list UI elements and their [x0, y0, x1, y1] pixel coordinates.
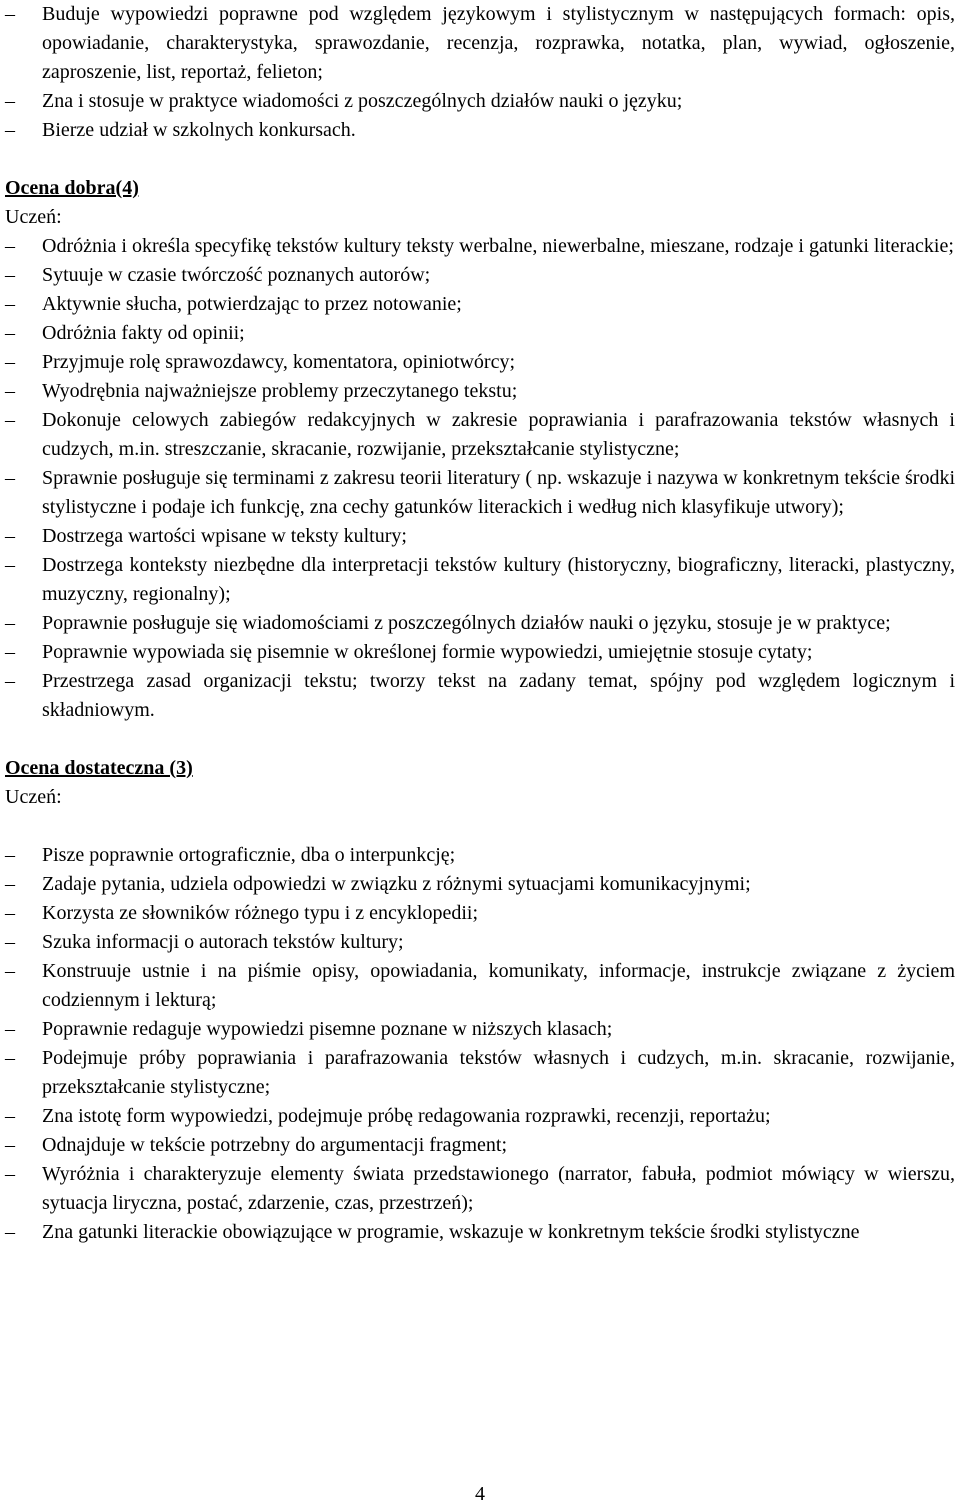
list-item	[5, 290, 955, 319]
list-item	[5, 1102, 955, 1131]
list-dash: –	[5, 322, 15, 344]
list-item-text: Zna i stosuje w praktyce wiadomości z poszczególnych działów nauki o języku;	[42, 90, 683, 112]
spacer	[5, 812, 955, 841]
list-item-text: Zadaje pytania, udziela odpowiedzi w związku z różnymi sytuacjami komunikacyjnymi;	[42, 873, 751, 895]
section-subject: Uczeń:	[5, 206, 62, 228]
list-item	[5, 899, 955, 928]
section-subject: Uczeń:	[5, 786, 62, 808]
list-item	[5, 116, 955, 145]
list-item-text: Bierze udział w szkolnych konkursach.	[42, 119, 356, 141]
list-item	[5, 261, 955, 290]
list-item-text: Poprawnie redaguje wypowiedzi pisemne poznane w niższych klasach;	[42, 1018, 613, 1040]
list-item	[5, 551, 955, 609]
list-dash: –	[5, 264, 15, 286]
list-dash: –	[5, 844, 15, 866]
list-dash: –	[5, 1134, 15, 1156]
list-item-text: Poprawnie wypowiada się pisemnie w określonej formie wypowiedzi, umiejętnie stosuje cytaty;	[42, 641, 813, 663]
list-item	[5, 928, 955, 957]
list-item-text: Buduje wypowiedzi poprawne pod względem językowym i stylistycznym w następujących formach: opis, opowiadanie, charakterystyka, sprawozdanie, recenzja, rozprawka, notatka, plan, wywiad, ogłoszenie, zaproszenie, list, reportaż, felieton;	[42, 3, 955, 83]
list-dash: –	[5, 873, 15, 895]
list-item-text: Wyodrębnia najważniejsze problemy przeczytanego tekstu;	[42, 380, 518, 402]
list-item-text: Pisze poprawnie ortograficznie, dba o interpunkcję;	[42, 844, 456, 866]
section-sufficient	[5, 754, 955, 1247]
list-item	[5, 406, 955, 464]
list-item-text: Podejmuje próby poprawiania i parafrazowania tekstów własnych i cudzych, m.in. skracanie, rozwijanie, przekształcanie stylistyczne;	[42, 1047, 955, 1098]
list-item	[5, 522, 955, 551]
list-dash: –	[5, 351, 15, 373]
page-number: 4	[475, 1483, 485, 1505]
list-item-text: Aktywnie słucha, potwierdzając to przez notowanie;	[42, 293, 462, 315]
list-item-text: Odróżnia fakty od opinii;	[42, 322, 245, 344]
list-dash: –	[5, 293, 15, 315]
document-page	[5, 0, 955, 1247]
list-dash: –	[5, 1221, 15, 1243]
section-list	[5, 841, 955, 1247]
list-item	[5, 464, 955, 522]
list-item-text: Konstruuje ustnie i na piśmie opisy, opowiadania, komunikaty, informacje, instrukcje związane z życiem codziennym i lekturą;	[42, 960, 955, 1011]
list-item-text: Sytuuje w czasie twórczość poznanych autorów;	[42, 264, 431, 286]
list-item	[5, 1160, 955, 1218]
list-dash: –	[5, 1047, 15, 1069]
spacer	[5, 725, 955, 754]
list-dash: –	[5, 467, 15, 489]
list-dash: –	[5, 380, 15, 402]
list-dash: –	[5, 641, 15, 663]
list-dash: –	[5, 409, 15, 431]
list-item	[5, 609, 955, 638]
list-item-text: Zna gatunki literackie obowiązujące w programie, wskazuje w konkretnym tekście środki stylistyczne	[42, 1221, 860, 1243]
list-dash: –	[5, 554, 15, 576]
list-item	[5, 1218, 955, 1247]
list-item-text: Poprawnie posługuje się wiadomościami z poszczególnych działów nauki o języku, stosuje je w praktyce;	[42, 612, 891, 634]
list-item-text: Zna istotę form wypowiedzi, podejmuje próbę redagowania rozprawki, recenzji, reportażu;	[42, 1105, 771, 1127]
section-heading: Ocena dostateczna (3)	[5, 757, 193, 779]
list-item-text: Odnajduje w tekście potrzebny do argumentacji fragment;	[42, 1134, 508, 1156]
list-dash: –	[5, 931, 15, 953]
list-item-text: Szuka informacji o autorach tekstów kultury;	[42, 931, 404, 953]
list-item-text: Dokonuje celowych zabiegów redakcyjnych w zakresie poprawiania i parafrazowania tekstów własnych i cudzych, m.in. streszczanie, skracanie, rozwijanie, przekształcanie stylistyczne;	[42, 409, 955, 460]
list-item-text: Wyróżnia i charakteryzuje elementy świata przedstawionego (narrator, fabuła, podmiot mówiący w wierszu, sytuacja liryczna, postać, zdarzenie, czas, przestrzeń);	[42, 1163, 955, 1214]
list-item	[5, 870, 955, 899]
list-item	[5, 667, 955, 725]
list-item-text: Przyjmuje rolę sprawozdawcy, komentatora, opiniotwórcy;	[42, 351, 516, 373]
list-dash: –	[5, 960, 15, 982]
list-dash: –	[5, 1163, 15, 1185]
list-item	[5, 87, 955, 116]
list-item-text: Przestrzega zasad organizacji tekstu; tworzy tekst na zadany temat, spójny pod względem logicznym i składniowym.	[42, 670, 955, 721]
section-list	[5, 232, 955, 725]
list-item-text: Dostrzega konteksty niezbędne dla interpretacji tekstów kultury (historyczny, biograficzny, literacki, plastyczny, muzyczny, regionalny);	[42, 554, 955, 605]
list-item	[5, 348, 955, 377]
list-dash: –	[5, 3, 15, 25]
section-good	[5, 174, 955, 725]
list-item	[5, 1044, 955, 1102]
list-dash: –	[5, 902, 15, 924]
list-item	[5, 957, 955, 1015]
list-item	[5, 0, 955, 87]
list-item-text: Odróżnia i określa specyfikę tekstów kultury teksty werbalne, niewerbalne, mieszane, rodzaje i gatunki literackie;	[42, 235, 954, 257]
list-dash: –	[5, 612, 15, 634]
list-item-text: Korzysta ze słowników różnego typu i z encyklopedii;	[42, 902, 478, 924]
list-dash: –	[5, 235, 15, 257]
list-dash: –	[5, 90, 15, 112]
list-dash: –	[5, 1018, 15, 1040]
list-dash: –	[5, 525, 15, 547]
list-item	[5, 1131, 955, 1160]
list-item-text: Dostrzega wartości wpisane w teksty kultury;	[42, 525, 407, 547]
list-item	[5, 232, 955, 261]
list-item-text: Sprawnie posługuje się terminami z zakresu teorii literatury ( np. wskazuje i nazywa w konkretnym tekście środki stylistyczne i podaje ich funkcję, zna cechy gatunków literackich i według nich klasyfikuje utwory);	[42, 467, 955, 518]
list-item	[5, 1015, 955, 1044]
list-item	[5, 377, 955, 406]
section-heading: Ocena dobra(4)	[5, 177, 139, 199]
list-dash: –	[5, 670, 15, 692]
list-item	[5, 841, 955, 870]
list-item	[5, 319, 955, 348]
spacer	[5, 145, 955, 174]
list-dash: –	[5, 119, 15, 141]
list-dash: –	[5, 1105, 15, 1127]
list-item	[5, 638, 955, 667]
top-list	[5, 0, 955, 145]
